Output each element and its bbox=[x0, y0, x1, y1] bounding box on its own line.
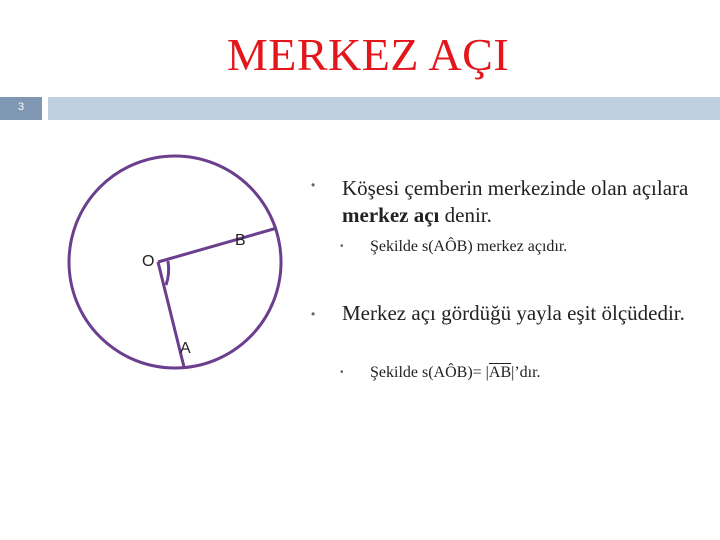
point-a-label: A bbox=[180, 340, 191, 357]
bullet-marker: • bbox=[311, 307, 316, 321]
bullet-1-tail: denir. bbox=[439, 203, 492, 227]
point-b-label: B bbox=[235, 232, 246, 249]
slide-number: 3 bbox=[17, 101, 25, 113]
sub-bullet-marker: • bbox=[340, 367, 344, 378]
bullet-1-text bbox=[342, 175, 712, 229]
point-o-label: O bbox=[142, 253, 155, 270]
arc-ab: $\overline{AB}$ bbox=[488, 364, 512, 381]
slide-title: MERKEZ AÇI bbox=[226, 29, 510, 80]
angle-arc bbox=[166, 261, 169, 285]
bullet-1-sub: Şekilde s(AÔB) merkez açıdır. bbox=[370, 238, 568, 255]
bullet-2-sub bbox=[370, 363, 541, 383]
bullet-marker: • bbox=[311, 178, 316, 192]
bullet-2-sub-post: |’dır. bbox=[511, 364, 541, 381]
bullet-1-bold: merkez açı bbox=[342, 203, 440, 227]
sub-bullet-marker: • bbox=[340, 241, 344, 252]
bullet-2-text: Merkez açı gördüğü yayla eşit ölçüdedir. bbox=[342, 301, 685, 325]
bullet-1-text-main: Köşesi çemberin merkezinde olan açılara bbox=[342, 176, 689, 200]
bullet-2-sub-pre: Şekilde s(AÔB)= | bbox=[370, 364, 489, 381]
radius-ob bbox=[158, 228, 277, 262]
